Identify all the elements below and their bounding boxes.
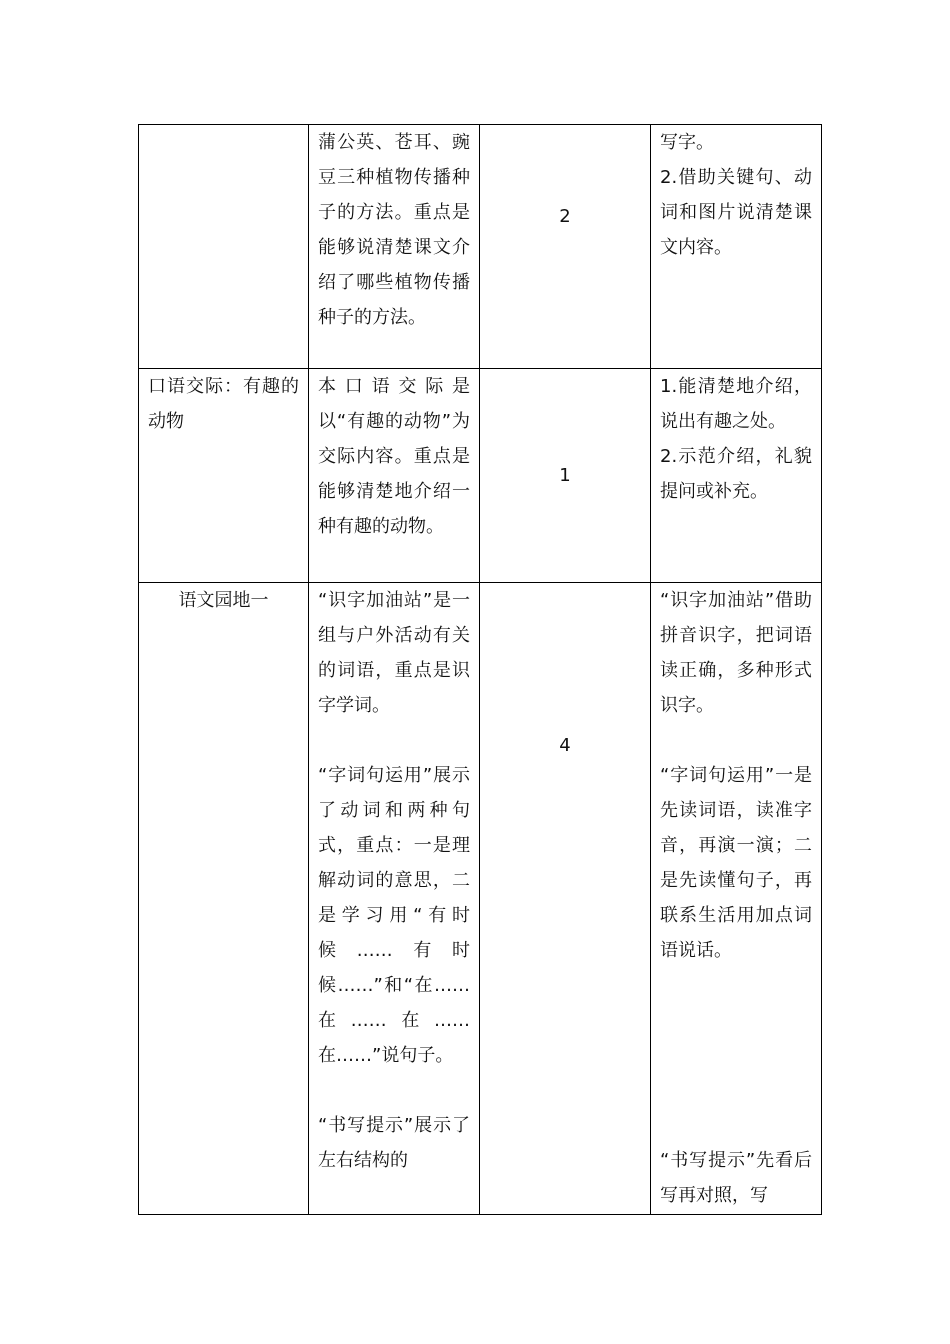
- content-description-cell: [309, 583, 480, 1215]
- table-row: [139, 125, 822, 369]
- class-hours-cell: 1: [480, 369, 651, 583]
- goal-paragraph: 2.借助关键句、动词和图片说清楚课文内容。: [660, 167, 812, 258]
- paragraph-spacer: [660, 968, 812, 1143]
- paragraph-spacer: [660, 723, 812, 758]
- description-paragraph: “字词句运用”展示了动词和两种句式，重点：一是理解动词的意思，二是学习用“有时候……有时候……”和“在……在……在……在……”说句子。: [318, 765, 470, 1066]
- teaching-goal-cell: [651, 125, 822, 369]
- teaching-goal-cell: [651, 583, 822, 1215]
- class-hours-cell: 4: [480, 583, 651, 1215]
- lesson-plan-table: [138, 124, 822, 1215]
- lesson-name-cell: [139, 125, 309, 369]
- goal-paragraph: “识字加油站”借助拼音识字，把词语读正确，多种形式识字。: [660, 590, 812, 716]
- description-paragraph: 本口语交际是以“有趣的动物”为交际内容。重点是能够清楚地介绍一种有趣的动物。: [318, 376, 470, 537]
- table-row: [139, 583, 822, 1215]
- description-paragraph: “书写提示”展示了左右结构的: [318, 1115, 470, 1171]
- class-hours-cell: 2: [480, 125, 651, 369]
- goal-paragraph: “字词句运用”一是先读词语，读准字音，再演一演；二是先读懂句子，再联系生活用加点词语说话。: [660, 765, 812, 961]
- content-description-cell: [309, 125, 480, 369]
- lesson-name-cell: 语文园地一: [139, 583, 309, 1215]
- description-paragraph: 蒲公英、苍耳、豌豆三种植物传播种子的方法。重点是能够说清楚课文介绍了哪些植物传播种子的方法。: [318, 132, 470, 328]
- paragraph-spacer: [318, 723, 470, 758]
- description-paragraph: “识字加油站”是一组与户外活动有关的词语，重点是识字学词。: [318, 590, 470, 716]
- goal-paragraph: 2.示范介绍，礼貌提问或补充。: [660, 446, 812, 502]
- teaching-goal-cell: [651, 369, 822, 583]
- table-row: [139, 369, 822, 583]
- lesson-name-cell: 口语交际：有趣的动物: [139, 369, 309, 583]
- goal-paragraph: 1.能清楚地介绍，说出有趣之处。: [660, 376, 812, 432]
- paragraph-spacer: [318, 1073, 470, 1108]
- goal-paragraph: “书写提示”先看后写再对照，写: [660, 1150, 812, 1206]
- goal-paragraph: 写字。: [660, 132, 714, 153]
- content-description-cell: [309, 369, 480, 583]
